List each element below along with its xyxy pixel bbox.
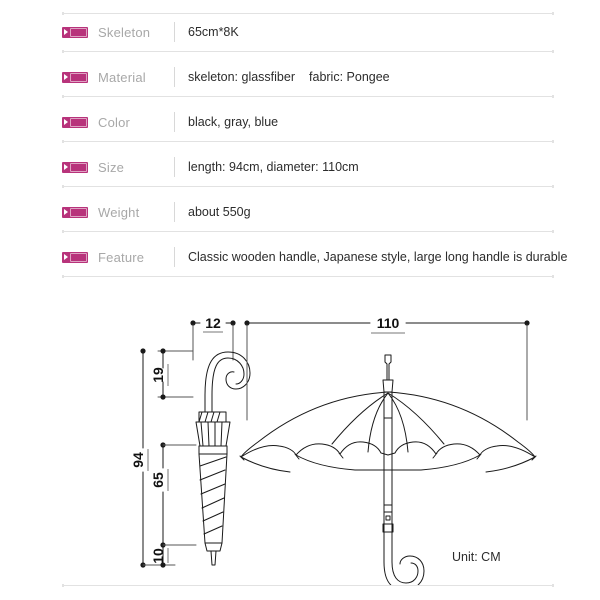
spec-label: Material	[98, 69, 146, 85]
spec-label: Skeleton	[98, 24, 151, 40]
dimension-label-folded-width: 12	[205, 315, 221, 331]
tag-icon	[62, 252, 88, 263]
column-divider	[174, 157, 175, 177]
column-divider	[174, 112, 175, 132]
spec-value: about 550g	[188, 205, 251, 219]
separator	[62, 231, 554, 232]
tag-icon	[62, 117, 88, 128]
spec-row-weight	[62, 197, 554, 227]
tag-icon	[62, 72, 88, 83]
column-divider	[174, 22, 175, 42]
spec-row-material	[62, 62, 554, 92]
tag-icon	[62, 162, 88, 173]
spec-label: Color	[98, 114, 131, 130]
spec-value: length: 94cm, diameter: 110cm	[188, 160, 359, 174]
spec-value-fabric: fabric: Pongee	[309, 70, 390, 84]
dimension-label-tip-length: 10	[150, 548, 166, 564]
spec-label: Feature	[98, 249, 145, 265]
spec-value: 65cm*8K	[188, 25, 239, 39]
separator	[62, 141, 554, 142]
unit-label: Unit: CM	[452, 550, 501, 564]
spec-value: black, gray, blue	[188, 115, 279, 129]
separator	[62, 51, 554, 52]
separator-bottom	[62, 585, 554, 586]
separator-top	[62, 13, 554, 14]
spec-label: Size	[98, 159, 125, 175]
separator	[62, 276, 554, 277]
tag-icon	[62, 207, 88, 218]
spec-value-skeleton: skeleton: glassfiber	[188, 70, 296, 84]
column-divider	[174, 67, 175, 87]
spec-row-color	[62, 107, 554, 137]
dimension-diagram	[0, 300, 600, 585]
spec-row-feature	[62, 242, 568, 272]
spec-label: Weight	[98, 204, 140, 220]
separator	[62, 186, 554, 187]
dimension-label-hook-height: 19	[150, 367, 166, 383]
dimension-label-shaft-length: 65	[150, 472, 166, 488]
tag-icon	[62, 27, 88, 38]
column-divider	[174, 202, 175, 222]
dimension-label-total-length: 94	[130, 452, 146, 468]
separator	[62, 96, 554, 97]
column-divider	[174, 247, 175, 267]
spec-value	[188, 70, 390, 84]
spec-row-size	[62, 152, 554, 182]
spec-row-skeleton	[62, 17, 554, 47]
dimension-label-canopy-diameter: 110	[376, 315, 400, 331]
spec-value: Classic wooden handle, Japanese style, large long handle is durable	[188, 250, 568, 264]
